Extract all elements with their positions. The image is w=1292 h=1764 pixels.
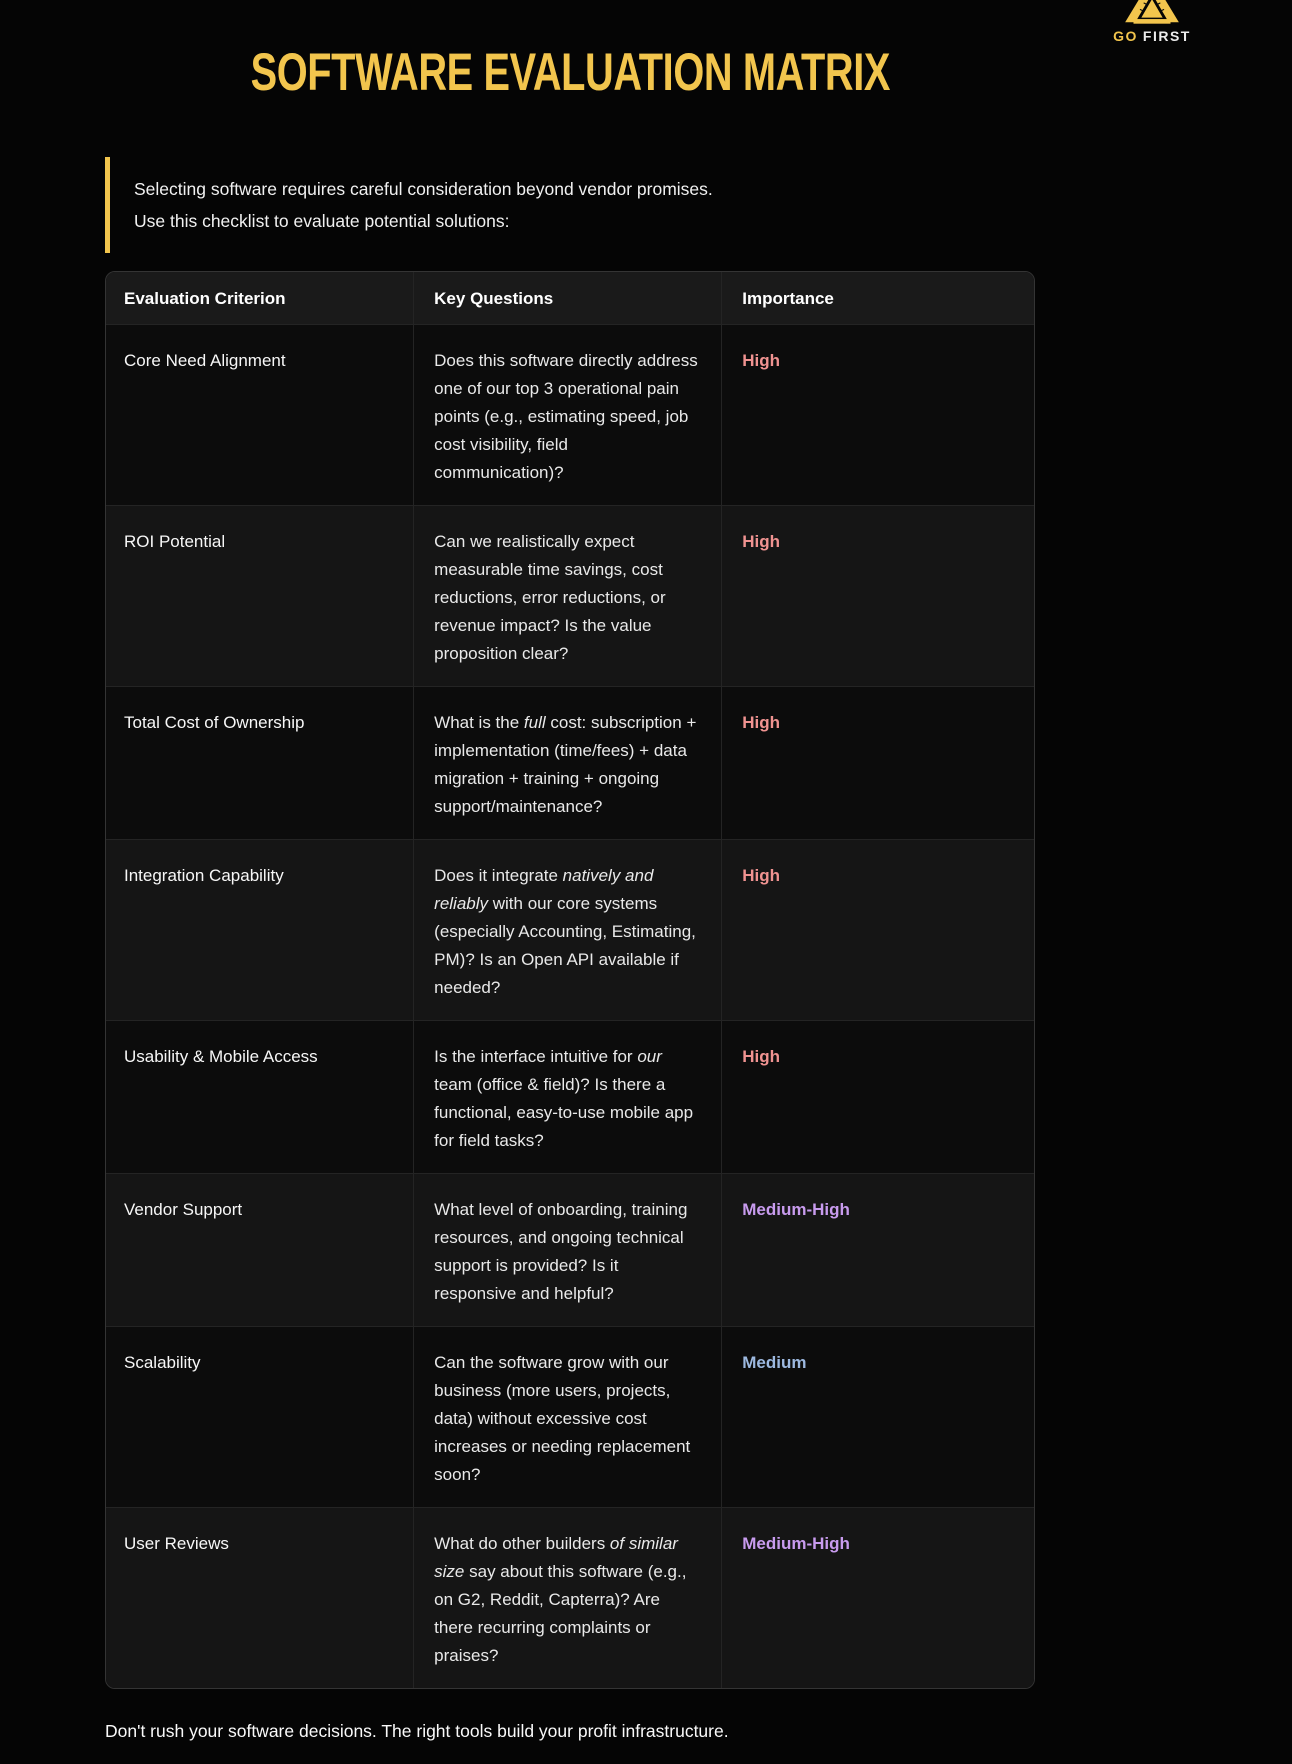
criterion-cell: Scalability — [106, 1326, 413, 1507]
page — [105, 0, 1191, 1743]
importance-cell: High — [721, 839, 1034, 1020]
importance-cell: High — [721, 505, 1034, 686]
logo-text-first: FIRST — [1142, 28, 1191, 44]
importance-cell: Medium-High — [721, 1173, 1034, 1326]
brand-logo — [1109, 0, 1195, 44]
table-row — [106, 839, 1034, 1020]
criterion-cell: Usability & Mobile Access — [106, 1020, 413, 1173]
closing-note: Don't rush your software decisions. The right tools build your profit infrastructure. — [105, 1721, 729, 1742]
table-row — [106, 1326, 1034, 1507]
header-evaluation-criterion: Evaluation Criterion — [106, 272, 413, 324]
criterion-cell: Integration Capability — [106, 839, 413, 1020]
criterion-cell: Core Need Alignment — [106, 324, 413, 505]
importance-cell: High — [721, 686, 1034, 839]
header-importance: Importance — [721, 272, 1034, 324]
importance-cell: High — [721, 324, 1034, 505]
criterion-cell: User Reviews — [106, 1507, 413, 1688]
question-cell: What level of onboarding, training resources, and ongoing technical support is provided? Is it responsive and helpful? — [413, 1173, 721, 1326]
table-row — [106, 1173, 1034, 1326]
page-title — [105, 44, 1035, 101]
question-cell: What is the full cost: subscription + implementation (time/fees) + data migration + training + ongoing support/maintenance? — [413, 686, 721, 839]
question-cell: Does it integrate natively and reliably with our core systems (especially Accounting, Estimating, PM)? Is an Open API available if needed? — [413, 839, 721, 1020]
table-row — [106, 1020, 1034, 1173]
table-row — [106, 686, 1034, 839]
question-cell: Can the software grow with our business (more users, projects, data) without excessive cost increases or needing replacement soon? — [413, 1326, 721, 1507]
question-cell: Is the interface intuitive for our team (office & field)? Is there a functional, easy-to-use mobile app for field tasks? — [413, 1020, 721, 1173]
triangle-ruler-icon — [1120, 0, 1184, 26]
evaluation-table — [105, 271, 1035, 1689]
intro-line-2: Use this checklist to evaluate potential solutions: — [134, 211, 510, 232]
logo-wordmark — [1113, 28, 1191, 44]
intro-callout — [105, 157, 1035, 253]
importance-cell: Medium-High — [721, 1507, 1034, 1688]
question-cell: What do other builders of similar size say about this software (e.g., on G2, Reddit, Capterra)? Are there recurring complaints or praises? — [413, 1507, 721, 1688]
table-header-row — [106, 272, 1034, 324]
criterion-cell: Total Cost of Ownership — [106, 686, 413, 839]
question-cell: Does this software directly address one of our top 3 operational pain points (e.g., estimating speed, job cost visibility, field communication)? — [413, 324, 721, 505]
importance-cell: Medium — [721, 1326, 1034, 1507]
criterion-cell: ROI Potential — [106, 505, 413, 686]
table-row — [106, 1507, 1034, 1688]
table-row — [106, 505, 1034, 686]
table-row — [106, 324, 1034, 505]
header-key-questions: Key Questions — [413, 272, 721, 324]
page-header — [105, 0, 1191, 102]
evaluation-table-body — [106, 324, 1034, 1688]
question-cell: Can we realistically expect measurable time savings, cost reductions, error reductions, or revenue impact? Is the value proposition clear? — [413, 505, 721, 686]
importance-cell: High — [721, 1020, 1034, 1173]
criterion-cell: Vendor Support — [106, 1173, 413, 1326]
intro-line-1: Selecting software requires careful consideration beyond vendor promises. — [134, 179, 713, 200]
logo-text-go: GO — [1113, 28, 1138, 44]
page-title-text: SOFTWARE EVALUATION MATRIX — [250, 43, 890, 102]
